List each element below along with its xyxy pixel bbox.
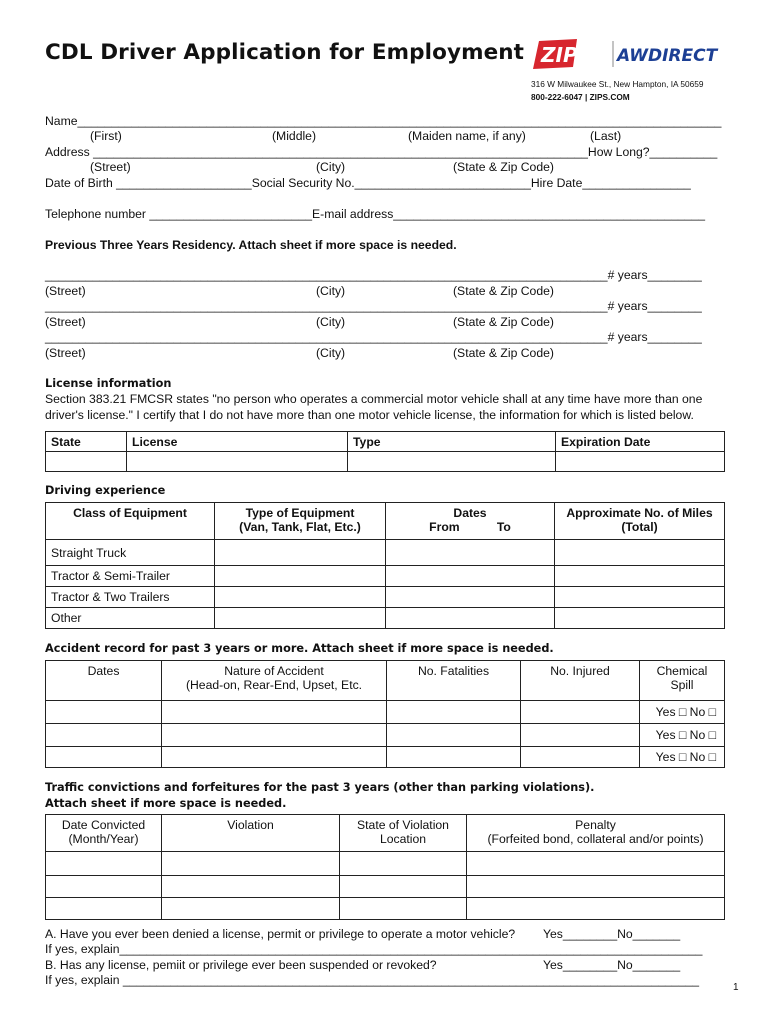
driving-col-miles-label: Approximate No. of Miles [566, 506, 713, 520]
chemical-spill-yesno[interactable]: Yes □ No □ [640, 747, 725, 768]
driving-col-miles-sub: (Total) [621, 520, 658, 534]
table-row[interactable] [46, 852, 725, 876]
residency-state-label: (State & Zip Code) [453, 284, 554, 298]
driving-cell[interactable] [386, 587, 555, 608]
driving-col-type-sub: (Van, Tank, Flat, Etc.) [239, 520, 361, 534]
driving-cell[interactable] [215, 587, 386, 608]
name-maiden-label: (Maiden name, if any) [408, 129, 526, 143]
question-b: B. Has any license, pemiit or privilege ever been suspended or revoked? [45, 958, 437, 972]
table-row[interactable] [46, 540, 725, 566]
table-row[interactable] [46, 566, 725, 587]
license-table [45, 431, 725, 472]
traffic-cell[interactable] [340, 852, 467, 876]
residency-street-label: (Street) [45, 284, 86, 298]
accident-col-fatalities: No. Fatalities [387, 661, 521, 701]
accident-col-nature-label: Nature of Accident [224, 664, 324, 678]
accident-col-nature [162, 661, 387, 701]
driving-cell[interactable] [555, 540, 725, 566]
residency-line-3[interactable]: ___________________________________________________________________________________# years________ [45, 330, 702, 344]
accident-cell[interactable] [521, 724, 640, 747]
accident-heading: Accident record for past 3 years or more. Attach sheet if more space is needed. [45, 642, 554, 655]
table-row[interactable] [46, 701, 725, 724]
driving-row-label: Straight Truck [46, 540, 215, 566]
traffic-col-violation: Violation [162, 815, 340, 852]
driving-cell[interactable] [555, 587, 725, 608]
driving-col-dates-from: From [429, 520, 460, 534]
accident-table [45, 660, 725, 768]
driving-cell[interactable] [555, 566, 725, 587]
traffic-heading-2: Attach sheet if more space is needed. [45, 797, 287, 810]
table-row[interactable] [46, 747, 725, 768]
accident-col-injured: No. Injured [521, 661, 640, 701]
question-b-explain[interactable]: If yes, explain _____________________________________________________________________________________ [45, 973, 700, 987]
residency-city-label: (City) [316, 346, 346, 360]
license-state-cell[interactable] [46, 452, 127, 472]
traffic-col-date-label: Date Convicted [61, 818, 146, 832]
name-middle-label: (Middle) [272, 129, 317, 143]
driving-table [45, 502, 725, 629]
telephone-email-line[interactable]: Telephone number ________________________E-mail address______________________________________________ [45, 207, 706, 221]
driving-col-dates [386, 503, 555, 540]
accident-cell[interactable] [387, 747, 521, 768]
accident-cell[interactable] [162, 724, 387, 747]
residency-city-label: (City) [316, 315, 346, 329]
residency-line-2[interactable]: ___________________________________________________________________________________# years________ [45, 299, 702, 313]
table-row[interactable] [46, 587, 725, 608]
accident-cell[interactable] [46, 724, 162, 747]
question-a: A. Have you ever been denied a license, permit or privilege to operate a motor vehicle? [45, 927, 516, 941]
table-row[interactable] [46, 608, 725, 629]
traffic-cell[interactable] [467, 852, 725, 876]
question-a-explain[interactable]: If yes, explain______________________________________________________________________________________ [45, 942, 703, 956]
accident-cell[interactable] [46, 701, 162, 724]
driving-col-dates-to: To [496, 520, 511, 534]
address-line[interactable]: Address _________________________________________________________________________How Long?__________ [45, 145, 718, 159]
table-row[interactable] [46, 452, 725, 472]
logo-awdirect-text: AWDIRECT [617, 46, 718, 66]
license-col-state: State [46, 432, 127, 452]
traffic-cell[interactable] [46, 852, 162, 876]
driving-row-label: Tractor & Semi-Trailer [46, 566, 215, 587]
accident-col-nature-sub: (Head-on, Rear-End, Upset, Etc. [185, 678, 363, 692]
accident-cell[interactable] [387, 724, 521, 747]
license-expiration-cell[interactable] [556, 452, 725, 472]
residency-line-1[interactable]: ___________________________________________________________________________________# years________ [45, 268, 702, 282]
driving-col-dates-label: Dates [453, 506, 487, 520]
license-text-1: Section 383.21 FMCSR states "no person who operates a commercial motor vehicle shall at any time have more than one [45, 392, 703, 406]
page-number: 1 [733, 982, 739, 993]
name-first-label: (First) [90, 129, 122, 143]
traffic-cell[interactable] [46, 898, 162, 920]
license-col-expiration: Expiration Date [556, 432, 725, 452]
traffic-heading-1: Traffic convictions and forfeitures for the past 3 years (other than parking violations). [45, 781, 595, 794]
driving-col-type [215, 503, 386, 540]
driving-col-class-label: Class of Equipment [73, 506, 187, 520]
company-address: 316 W Milwaukee St., New Hampton, IA 50659 [531, 79, 704, 89]
residency-street-label: (Street) [45, 346, 86, 360]
accident-col-chemical-label: Chemical [656, 664, 708, 678]
dob-ssn-hire-line[interactable]: Date of Birth ____________________Social Security No.__________________________Hire Date________________ [45, 176, 691, 190]
accident-cell[interactable] [387, 701, 521, 724]
accident-cell[interactable] [521, 701, 640, 724]
driving-cell[interactable] [386, 566, 555, 587]
traffic-cell[interactable] [467, 876, 725, 898]
accident-col-dates: Dates [46, 661, 162, 701]
residency-state-label: (State & Zip Code) [453, 346, 554, 360]
traffic-col-date [46, 815, 162, 852]
driving-col-miles [555, 503, 725, 540]
license-text-2: driver's license." I certify that I do not have more than one motor vehicle license, the information for which is listed below. [45, 408, 694, 422]
traffic-cell[interactable] [46, 876, 162, 898]
chemical-spill-yesno[interactable]: Yes □ No □ [640, 701, 725, 724]
logo-zips-text: ZIP'S [541, 43, 599, 67]
traffic-col-penalty [467, 815, 725, 852]
traffic-cell[interactable] [162, 852, 340, 876]
traffic-col-penalty-label: Penalty [575, 818, 616, 832]
chemical-spill-yesno[interactable]: Yes □ No □ [640, 724, 725, 747]
license-heading: License information [45, 377, 172, 390]
traffic-cell[interactable] [162, 898, 340, 920]
license-col-license: License [127, 432, 348, 452]
traffic-cell[interactable] [340, 898, 467, 920]
driving-cell[interactable] [215, 566, 386, 587]
driving-cell[interactable] [555, 608, 725, 629]
question-b-yesno[interactable]: Yes________No_______ [543, 958, 681, 972]
accident-col-chemical [640, 661, 725, 701]
traffic-cell[interactable] [340, 876, 467, 898]
driving-cell[interactable] [215, 540, 386, 566]
address-street-label: (Street) [90, 160, 131, 174]
driving-row-label: Other [46, 608, 215, 629]
accident-cell[interactable] [162, 747, 387, 768]
name-line[interactable]: Name_______________________________________________________________________________________________ [45, 114, 722, 128]
traffic-cell[interactable] [467, 898, 725, 920]
accident-cell[interactable] [46, 747, 162, 768]
traffic-col-penalty-sub: (Forfeited bond, collateral and/or points) [487, 832, 704, 846]
accident-cell[interactable] [521, 747, 640, 768]
address-city-label: (City) [316, 160, 346, 174]
residency-street-label: (Street) [45, 315, 86, 329]
license-number-cell[interactable] [127, 452, 348, 472]
page-title: CDL Driver Application for Employment [45, 40, 525, 65]
traffic-col-state [340, 815, 467, 852]
traffic-col-date-sub: (Month/Year) [68, 832, 139, 846]
table-row[interactable] [46, 724, 725, 747]
address-state-label: (State & Zip Code) [453, 160, 554, 174]
accident-cell[interactable] [162, 701, 387, 724]
license-type-cell[interactable] [348, 452, 556, 472]
company-logo [533, 37, 723, 71]
driving-cell[interactable] [386, 540, 555, 566]
residency-heading: Previous Three Years Residency. Attach sheet if more space is needed. [45, 238, 457, 252]
driving-heading: Driving experience [45, 484, 166, 497]
company-phone: 800-222-6047 | ZIPS.COM [531, 92, 630, 102]
traffic-col-state-label: State of Violation [357, 818, 449, 832]
residency-city-label: (City) [316, 284, 346, 298]
accident-col-chemical-sub: Spill [670, 678, 694, 692]
traffic-table [45, 814, 725, 920]
name-last-label: (Last) [590, 129, 622, 143]
driving-col-class [46, 503, 215, 540]
driving-cell[interactable] [386, 608, 555, 629]
table-row[interactable] [46, 898, 725, 920]
driving-row-label: Tractor & Two Trailers [46, 587, 215, 608]
license-col-type: Type [348, 432, 556, 452]
table-row[interactable] [46, 876, 725, 898]
residency-state-label: (State & Zip Code) [453, 315, 554, 329]
question-a-yesno[interactable]: Yes________No_______ [543, 927, 681, 941]
traffic-col-state-sub: Location [379, 832, 427, 846]
driving-cell[interactable] [215, 608, 386, 629]
driving-col-type-label: Type of Equipment [245, 506, 355, 520]
traffic-cell[interactable] [162, 876, 340, 898]
